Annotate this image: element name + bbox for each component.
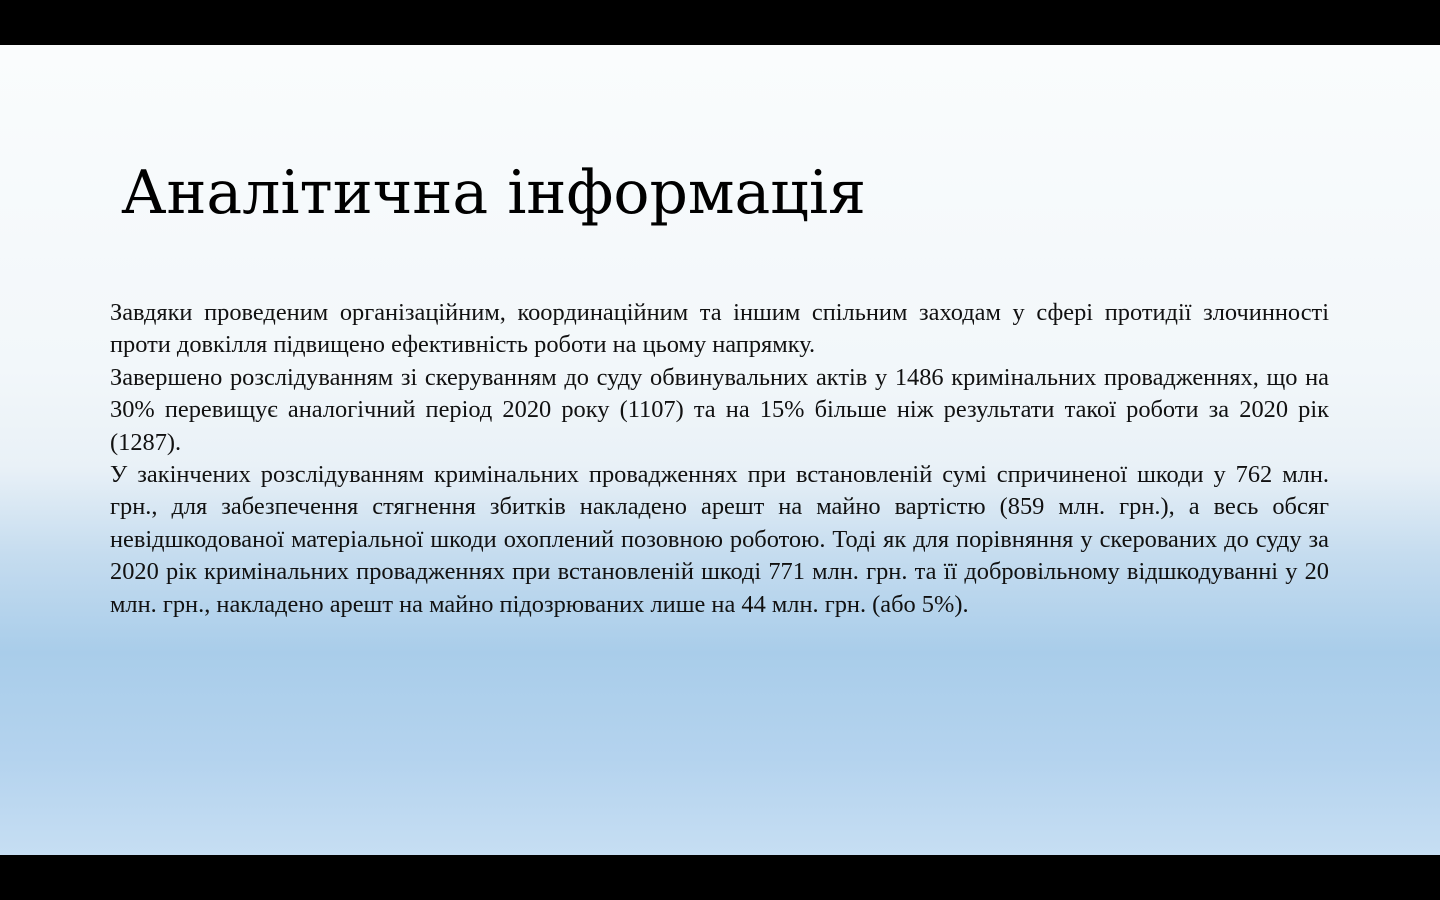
slide-body	[110, 297, 1329, 621]
body-paragraph-investigations: Завершено розслідуванням зі скеруванням до суду обвинувальних актів у 1486 кримінальних провадженнях, що на 30% перевищує аналогічний період 2020 року (1107) та на 15% більше ніж результати такої роботи за 2020 рік (1287).	[110, 363, 1329, 456]
body-paragraph-damages: У закінчених розслідуванням кримінальних провадженнях при встановленій сумі спричиненої шкоди у 762 млн. грн., для забезпечення стягнення збитків накладено арешт на майно вартістю (859 млн. грн.), а весь обсяг невідшкодованої матеріальної шкоди охоплений позовною роботою. Тоді як для порівняння у скерованих до суду за 2020 рік кримінальних провадженнях при встановленій шкоді 771 млн. грн. та її добровільному відшкодуванні у 20 млн. грн., накладено арешт на майно підозрюваних лише на 44 млн. грн. (або 5%).	[110, 461, 1329, 618]
letterbox-top	[0, 0, 1440, 45]
presentation-slide	[0, 45, 1440, 855]
slide-title: Аналітична інформація	[121, 158, 866, 228]
body-paragraph-efficiency: Завдяки проведеним організаційним, координаційним та іншим спільним заходам у сфері протидії злочинності проти довкілля підвищено ефективність роботи на цьому напрямку.	[110, 299, 1329, 359]
letterbox-bottom	[0, 855, 1440, 900]
